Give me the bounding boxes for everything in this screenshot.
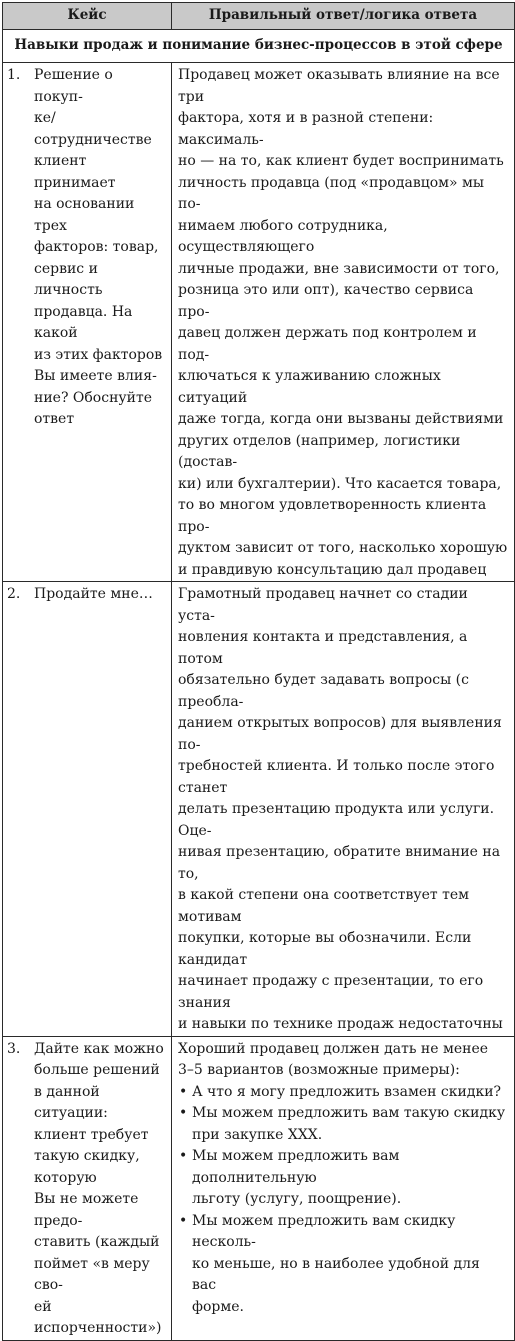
section-title: Навыки продаж и понимание бизнес-процессов в этой сфере bbox=[3, 30, 515, 63]
answer-cell bbox=[172, 582, 515, 1037]
text-line: дуктом зависит от того, насколько хорошую bbox=[178, 540, 508, 556]
text-line: факторов: товар, bbox=[34, 239, 159, 255]
text-line: ей испорченности») bbox=[34, 1298, 162, 1336]
text-line: больше решений bbox=[34, 1062, 160, 1078]
text-line: даже тогда, когда они вызваны действиями bbox=[178, 411, 504, 427]
text-line: ки) или бухгалтерии). Что касается товара, bbox=[178, 475, 502, 492]
answer-text bbox=[172, 582, 514, 1036]
text-line: • Мы можем предложить вам такую скидку bbox=[192, 1105, 506, 1121]
text-line: Грамотный продавец начнет со стадии уста- bbox=[178, 586, 468, 624]
text-line: данием открытых вопросов) для выявления по- bbox=[178, 715, 502, 753]
text-line: нимаем любого сотрудника, осуществляющего bbox=[178, 217, 388, 255]
text-line: нивая презентацию, обратите внимание на то, bbox=[178, 844, 501, 882]
table-row bbox=[3, 582, 515, 1037]
row-number: 2. bbox=[7, 586, 21, 602]
text-line: Решение о покуп- bbox=[34, 67, 113, 105]
text-line: начинает продажу с презентации, то его знания bbox=[178, 973, 484, 1011]
text-line: Вы имеете влия- bbox=[34, 368, 157, 384]
text-line: ответ bbox=[34, 411, 75, 427]
text-line: новления контакта и представления, а потом bbox=[178, 629, 468, 667]
text-line: Продайте мне… bbox=[34, 586, 153, 602]
bullet-item bbox=[178, 1103, 508, 1146]
text-line: ке/сотрудничестве bbox=[34, 110, 152, 148]
text-line: • Мы можем предложить вам скидку несколь- bbox=[192, 1212, 456, 1250]
text-line: льготу (услугу, поощрение). bbox=[192, 1191, 402, 1207]
answer-text bbox=[172, 1037, 514, 1319]
text-line: и правдивую консультацию дал продавец bbox=[178, 561, 487, 578]
text-line: Дайте как можно bbox=[34, 1040, 164, 1057]
case-question bbox=[34, 65, 171, 431]
bullet-item bbox=[178, 1211, 508, 1319]
bullet-item bbox=[178, 1146, 508, 1211]
text-line: розница это или опт), качество сервиса про- bbox=[178, 282, 474, 320]
text-line: • Мы можем предложить вам дополнительную bbox=[192, 1148, 400, 1186]
bullet-item bbox=[178, 1082, 508, 1104]
text-line: то во многом удовлетворенность клиента про- bbox=[178, 497, 487, 535]
case-table bbox=[2, 2, 515, 1341]
text-line: Вы не можете предо- bbox=[34, 1191, 139, 1229]
case-cell bbox=[3, 63, 172, 582]
header-case: Кейс bbox=[3, 3, 172, 30]
table-row bbox=[3, 63, 515, 582]
header-answer: Правильный ответ/логика ответа bbox=[172, 3, 515, 30]
case-cell bbox=[3, 582, 172, 1037]
text-line: форме. bbox=[192, 1298, 244, 1315]
text-line: клиент требует bbox=[34, 1126, 149, 1143]
text-line: фактора, хотя и в разной степени: максималь- bbox=[178, 110, 434, 148]
text-line: в данной ситуации: bbox=[34, 1083, 108, 1121]
text-line: Хороший продавец должен дать не менее bbox=[178, 1040, 489, 1057]
text-line: ставить (каждый bbox=[34, 1234, 160, 1250]
text-line: ко меньше, но в наиболее удобной для вас bbox=[192, 1255, 480, 1293]
answer-cell bbox=[172, 63, 515, 582]
text-line: покупки, которые вы обозначили. Если кандидат bbox=[178, 930, 472, 968]
case-cell bbox=[3, 1036, 172, 1340]
text-line: продавца. На какой bbox=[34, 303, 133, 341]
text-line: 3–5 вариантов (возможные примеры): bbox=[178, 1062, 460, 1078]
text-line: давец должен держать под контролем и под- bbox=[178, 325, 477, 363]
row-number: 3. bbox=[7, 1040, 21, 1057]
text-line: личные продажи, вне зависимости от того, bbox=[178, 260, 500, 277]
text-line: но — на то, как клиент будет воспринимать bbox=[178, 153, 504, 169]
answer-text bbox=[172, 63, 514, 581]
text-line: личность продавца (под «продавцом» мы по- bbox=[178, 174, 485, 212]
case-question bbox=[34, 1039, 171, 1340]
section-row bbox=[3, 30, 515, 63]
text-line: • А что я могу предложить взамен скидки? bbox=[192, 1083, 502, 1100]
header-row bbox=[3, 3, 515, 30]
text-line: поймет «в меру сво- bbox=[34, 1255, 150, 1293]
text-line: такую скидку, которую bbox=[34, 1148, 140, 1186]
answer-intro bbox=[178, 1039, 508, 1082]
text-line: и навыки по технике продаж недостаточны bbox=[178, 1016, 503, 1032]
text-line: при закупке ХХХ. bbox=[192, 1126, 323, 1143]
text-line: в какой степени она соответствует тем мотивам bbox=[178, 887, 470, 925]
text-line: клиент принимает bbox=[34, 153, 116, 191]
table-row bbox=[3, 1036, 515, 1340]
text-line: ключаться к улаживанию сложных ситуаций bbox=[178, 368, 441, 406]
text-line: Продавец может оказывать влияние на все три bbox=[178, 67, 500, 105]
case-question bbox=[34, 584, 159, 606]
answer-bullet-list bbox=[178, 1082, 508, 1319]
answer-cell bbox=[172, 1036, 515, 1340]
text-line: требностей клиента. И только после этого станет bbox=[178, 758, 495, 796]
text-line: на основании трех bbox=[34, 196, 135, 234]
text-line: делать презентацию продукта или услуги. Оце- bbox=[178, 801, 495, 839]
text-line: из этих факторов bbox=[34, 346, 163, 363]
text-line: обязательно будет задавать вопросы (с преобла- bbox=[178, 672, 469, 710]
text-line: других отделов (например, логистики (достав- bbox=[178, 432, 461, 470]
text-line: ние? Обоснуйте bbox=[34, 389, 153, 406]
text-line: сервис и личность bbox=[34, 260, 103, 298]
row-number: 1. bbox=[7, 67, 21, 83]
